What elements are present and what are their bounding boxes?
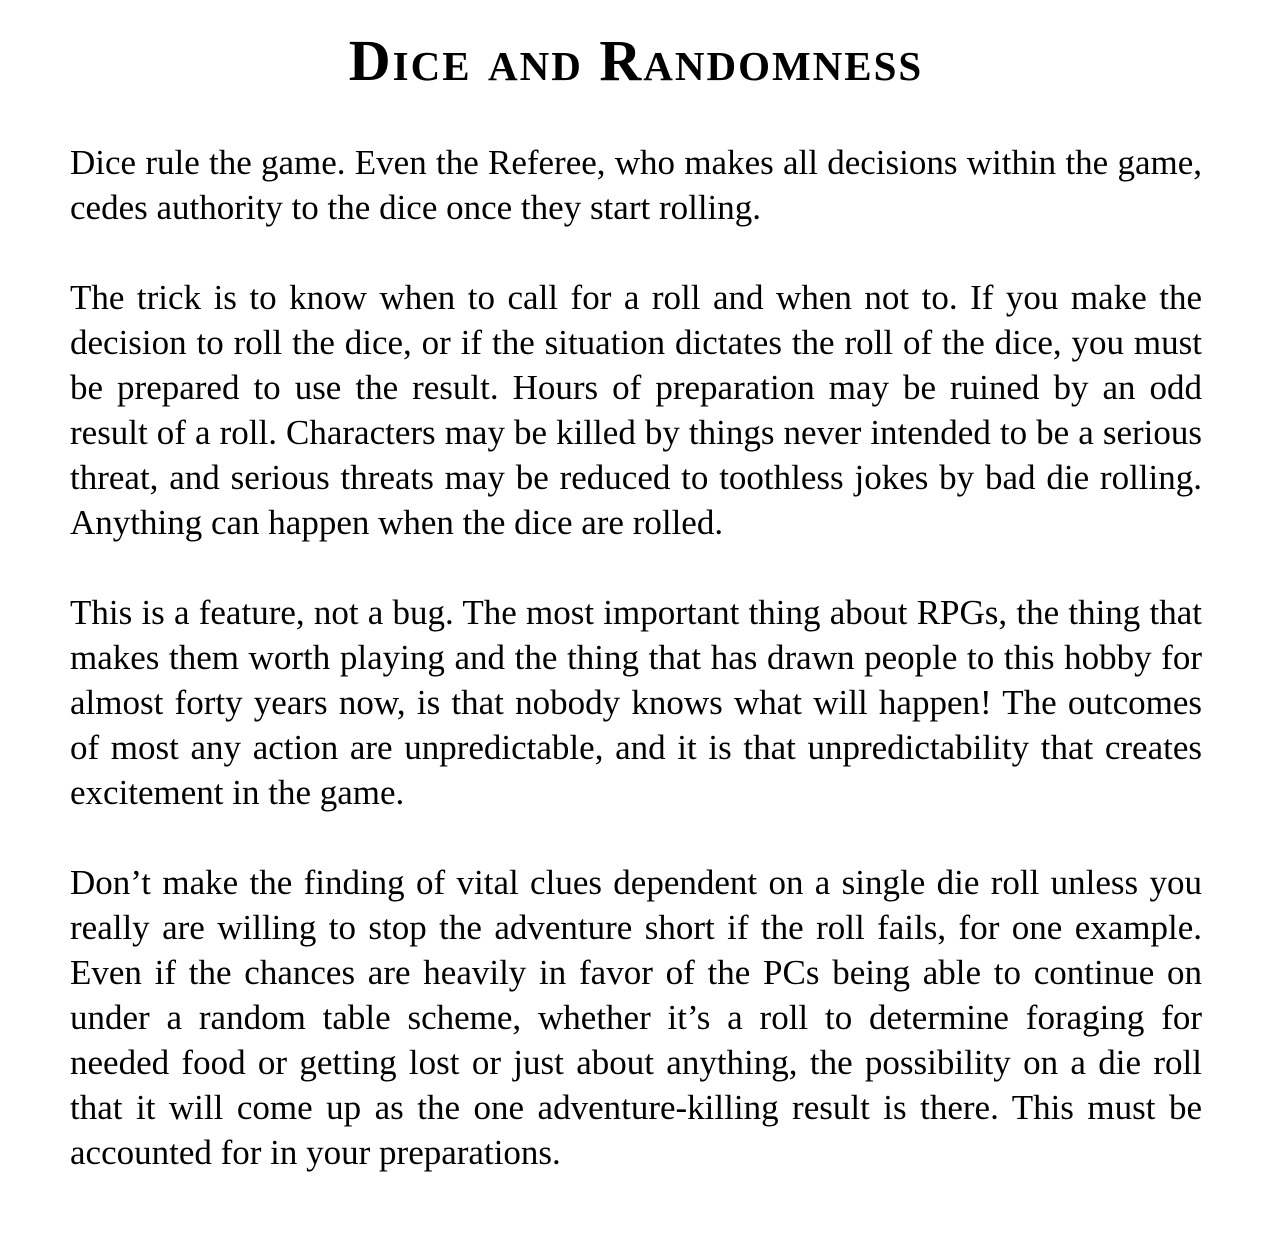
document-page — [70, 0, 1202, 1175]
body-text — [70, 140, 1202, 1175]
paragraph-dice-rule: Dice rule the game. Even the Referee, who makes all decisions within the game, cedes authority to the dice once they start rolling. — [70, 143, 1202, 227]
paragraph-when-to-roll: The trick is to know when to call for a roll and when not to. If you make the decision to roll the dice, or if the situation dictates the roll of the dice, you must be prepared to use the result. Hours of preparation may be ruined by an odd result of a roll. Characters may be killed by things never intended to be a serious threat, and serious threats may be reduced to toothless jokes by bad die rolling. Anything can happen when the dice are rolled. — [70, 278, 1202, 542]
paragraph-vital-clues: Don’t make the finding of vital clues dependent on a single die roll unless you really are willing to stop the adventure short if the roll fails, for one example. Even if the chances are heavily in favor of the PCs being able to continue on under a random table scheme, whether it’s a roll to determine foraging for needed food or getting lost or just about anything, the possibility on a die roll that it will come up as the one adventure-killing result is there. This must be accounted for in your preparations. — [70, 863, 1202, 1172]
paragraph-feature-not-bug: This is a feature, not a bug. The most important thing about RPGs, the thing that makes them worth playing and the thing that has drawn people to this hobby for almost forty years now, is that nobody knows what will happen! The outcomes of most any action are unpredictable, and it is that unpredictability that creates excitement in the game. — [70, 593, 1202, 812]
page-title: Dice and Randomness — [348, 28, 924, 93]
